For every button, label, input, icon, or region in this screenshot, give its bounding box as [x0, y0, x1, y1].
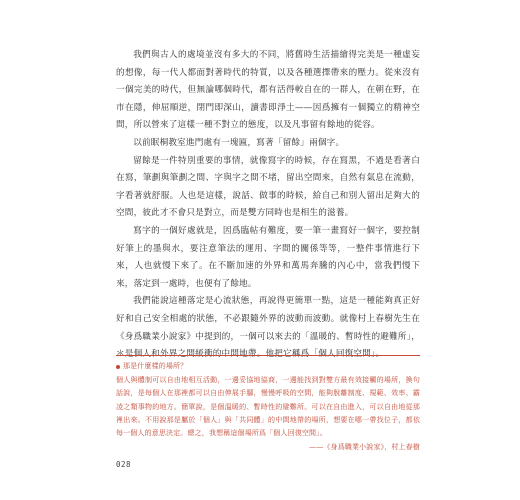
- paragraph-1: 我們與古人的處境並沒有多大的不同，將舊時生活描繪得完美是一種虛妄的想像，每一代人都面對著時代的特質，以及各種選擇帶來的壓力。從來沒有一個完美的時代，但無論哪個時代，都有活得較自在的一群人，在朝在野，在市在隱，伸屈順逆，閉門即深山，讀書即淨土——因爲擁有一個獨立的精神空間，所以營來了這樣一種不對立的態度，以及凡事留有餘地的從容。: [116, 50, 420, 131]
- bullet-icon: [116, 365, 120, 369]
- footnote-heading-row: [116, 360, 420, 373]
- main-text: [116, 47, 420, 364]
- paragraph-3: 留餘是一件特別重要的事情，就像寫字的時候，存在寫黑，不過是看著白在寫，筆劃與筆劃之間、字與字之間不堵，留出空間來，自然有氣息在流動，字看著就舒服。人也是這樣，說話、做事的時候，給自己和別人留出足夠大的空間，彼此才不會只是對立，而是雙方同時也是相生的滋養。: [116, 155, 420, 219]
- footnote-heading: 那是什麼樣的場所？: [123, 362, 188, 370]
- paragraph-5: 我們能說這種落定是心流狀態，再說得更簡單一點，這是一種能夠真正好好和自己安全相處的狀態，不必跟隨外界的波動而波動。就像村上春樹先生在《身爲職業小說家》中提到的，一個可以來去的「溫暖的、暫時性的避難所」，＊是個人和外界之間緩衝的中間地帶。他把它稱爲「個人回復空間」。: [116, 296, 420, 360]
- page-number: 028: [116, 460, 132, 469]
- paragraph-2: 以前眠桐教室進門處有一塊匾，寫著「留餘」兩個字。: [133, 137, 345, 148]
- footnote-source: ——《身爲職業小說家》，村上春樹: [309, 443, 420, 452]
- footnote-divider: [116, 355, 420, 356]
- footnote-body: 個人與體制可以自由地相互活動，一邊妥協地協商，一邊能找到對雙方最有效接觸的場所，換句話說，是每個人在那裡都可以自由伸展手腳，慢慢呼吸的空間，能夠脫離制度、規範、效率、霸凌之類事物的地方。簡單說，是個溫暖的、暫時性的避難所。可以在自由進入，可以自由地從那裡出來。不用說那是屬於「個人」與「共同體」的中間地帶的場所，想要在哪一帶找位子，都依每一個人的意思決定。總之，我想稱這個場所爲「個人回復空間」。: [116, 376, 420, 438]
- paragraph-4: 寫字的一個好處就是，因爲臨帖有難度，要一筆一畫寫好一個字，要控制好筆上的墨與水，要注意筆法的運用、字間的關係等等，一整件事情進行下來，人也就慢下來了。在不斷加速的外界和萬馬奔騰的內心中，當我們慢下來，落定到一處時，也便有了餘地。: [116, 225, 420, 289]
- footnote: [116, 360, 420, 454]
